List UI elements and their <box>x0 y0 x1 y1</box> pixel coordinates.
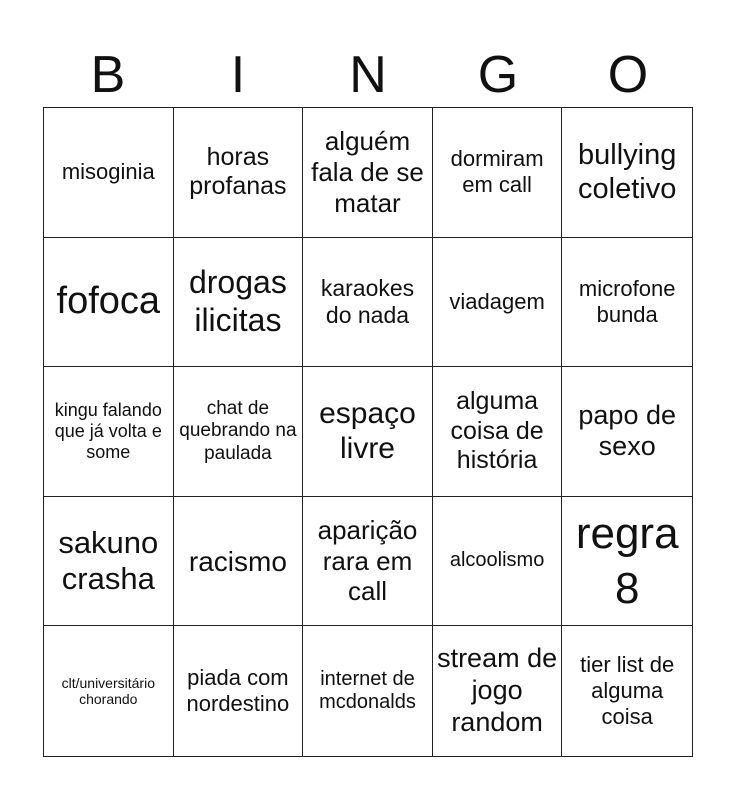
bingo-cell[interactable]: piada com nordestino <box>174 626 304 756</box>
bingo-header <box>43 44 693 106</box>
header-letter-g: G <box>477 46 519 104</box>
bingo-cell[interactable]: viadagem <box>433 238 563 368</box>
bingo-cell[interactable]: horas profanas <box>174 108 304 238</box>
bingo-cell[interactable]: dormiram em call <box>433 108 563 238</box>
bingo-cell[interactable]: bullying coletivo <box>562 108 692 238</box>
bingo-cell[interactable]: clt/universitário chorando <box>44 626 174 756</box>
header-letter-n: N <box>349 46 387 104</box>
bingo-cell[interactable]: alguma coisa de história <box>433 367 563 497</box>
bingo-cell[interactable]: regra 8 <box>562 497 692 627</box>
bingo-card <box>43 107 693 757</box>
bingo-cell[interactable]: aparição rara em call <box>303 497 433 627</box>
bingo-cell[interactable]: papo de sexo <box>562 367 692 497</box>
header-letter-i: I <box>230 46 246 104</box>
bingo-cell[interactable]: alcoolismo <box>433 497 563 627</box>
bingo-cell[interactable]: alguém fala de se matar <box>303 108 433 238</box>
header-letter-o: O <box>607 46 649 104</box>
bingo-cell[interactable]: tier list de alguma coisa <box>580 652 675 730</box>
bingo-cell[interactable]: internet de mcdonalds <box>303 626 433 756</box>
bingo-cell[interactable]: fofoca <box>44 238 174 368</box>
bingo-cell[interactable]: espaço livre <box>303 367 433 497</box>
header-letter-b: B <box>90 46 126 104</box>
bingo-cell[interactable]: stream de jogo random <box>433 626 563 756</box>
bingo-cell[interactable]: misoginia <box>44 108 174 238</box>
bingo-cell[interactable]: sakuno crasha <box>44 497 174 627</box>
bingo-cell[interactable]: microfone bunda <box>562 238 692 368</box>
bingo-cell[interactable]: racismo <box>174 497 304 627</box>
bingo-cell[interactable]: chat de quebrando na paulada <box>174 367 304 497</box>
bingo-cell[interactable]: drogas ilicitas <box>174 238 304 368</box>
bingo-cell[interactable]: kingu falando que já volta e some <box>44 367 174 497</box>
bingo-cell[interactable]: karaokes do nada <box>303 238 433 368</box>
